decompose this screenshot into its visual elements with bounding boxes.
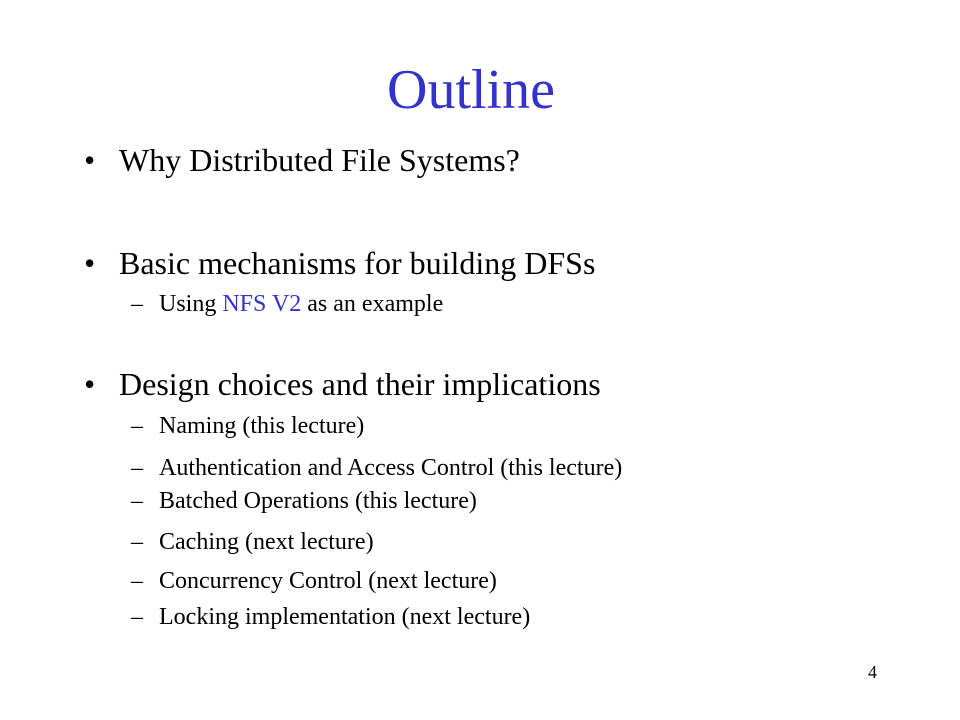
sub-text: Authentication and Access Control (this lecture): [159, 455, 623, 481]
bullet-marker: •: [84, 366, 96, 402]
bullet-item-design-choices: [84, 364, 601, 404]
sub-marker: –: [131, 413, 143, 439]
sub-text-before: Using: [159, 291, 223, 317]
bullet-text: Basic mechanisms for building DFSs: [119, 245, 596, 281]
bullet-marker: •: [84, 245, 96, 281]
sub-marker: –: [131, 291, 143, 317]
sub-marker: –: [131, 568, 143, 594]
sub-item-locking-implementation: [131, 601, 530, 633]
sub-item-authentication: [131, 452, 622, 484]
bullet-text: Why Distributed File Systems?: [119, 142, 520, 178]
sub-item-batched-operations: [131, 485, 477, 517]
sub-marker: –: [131, 488, 143, 514]
sub-item-concurrency-control: [131, 565, 497, 597]
sub-item-naming: [131, 410, 364, 442]
sub-text: Concurrency Control (next lecture): [159, 568, 497, 594]
bullet-marker: •: [84, 142, 96, 178]
bullet-text: Design choices and their implications: [119, 366, 601, 402]
sub-item-caching: [131, 526, 374, 558]
sub-text: Caching (next lecture): [159, 529, 374, 555]
page-number: 4: [868, 662, 877, 682]
sub-marker: –: [131, 455, 143, 481]
sub-text: Batched Operations (this lecture): [159, 488, 477, 514]
sub-text: Naming (this lecture): [159, 413, 365, 439]
sub-marker: –: [131, 604, 143, 630]
sub-text: Locking implementation (next lecture): [159, 604, 531, 630]
sub-marker: –: [131, 529, 143, 555]
bullet-item-why-dfs: [84, 140, 520, 180]
sub-item-nfs-example: [131, 288, 443, 320]
sub-text-after: as an example: [301, 291, 444, 317]
slide-title: Outline: [387, 59, 555, 121]
nfs-v2-highlight: NFS V2: [222, 291, 302, 317]
bullet-item-basic-mechanisms: [84, 243, 595, 283]
